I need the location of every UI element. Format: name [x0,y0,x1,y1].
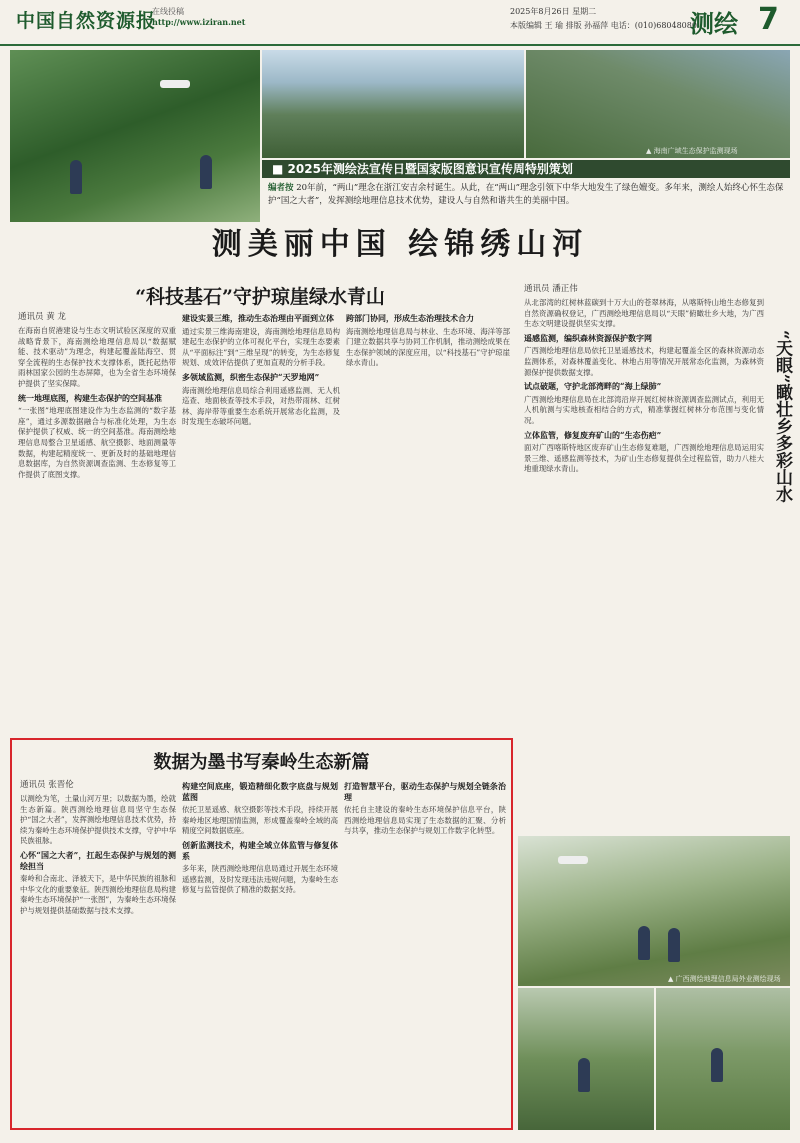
article-2-col-2 [182,778,338,1124]
subhead: 心怀“国之大者”，扛起生态保护与规划的测绘担当 [20,849,176,871]
subhead: 多领域监测，织密生态保护“天罗地网” [182,371,320,382]
article-1-col-2 [182,310,340,730]
editor-credits: 本版编辑 王 瑜 排版 孙福萍 电话：(010)68048080 [510,21,697,30]
site-info [152,6,245,28]
subhead: 统一地理底图，构建生态保护的空间基准 [18,392,162,403]
page-banner: 测美丽中国 绘锦绣山河 [211,227,589,262]
paragraph: 在海南自贸港建设与生态文明试验区深度的双重战略背景下，海南测绘地理信息局以“数据赋能、技术驱动”为理念，构建起覆盖陆海空、贯穿全流程的生态保护技术支撑体系，既托起热带雨林国家公园的生态屏障，也为全省生态环境保护提供了坚实保障。 [18,326,176,388]
article-2-col-1 [20,794,176,1124]
article-3-byline: 通讯员 潘正伟 [524,284,578,294]
paragraph: 海南测绘地理信息局与林业、生态环境、海洋等部门建立数据共享与协同工作机制，推动测绘成果在生态保护领域的深度应用，以“科技基石”守护琼崖绿水青山。 [346,326,510,368]
photo-caption: ▲ 海南广域生态保护监测现场 [646,147,738,155]
photo-drone-operator [10,50,260,222]
editor-note-label: 编者按 [268,183,294,193]
paragraph: 以测绘为笔，土量山河万里；以数据为墨，绘就生态新篇。陕西测绘地理信息局坚守生态保护“国之大者”，发挥测绘地理信息技术优势，持续为秦岭生态环境保护提供技术支撑，守护中华民族祖脉。 [20,794,176,846]
paragraph: 依托自主建设的秦岭生态环境保护信息平台，陕西测绘地理信息局实现了生态数据的汇聚、分析与共享，推动生态保护与规划工作数字化转型。 [344,805,506,836]
article-1-byline: 通讯员 黄 龙 [18,312,66,322]
section-name: 测绘 [690,9,738,38]
editor-note-text: 20年前，“两山”理念在浙江安吉余村诞生。从此，在“两山”理念引领下中华大地发生了绿色嬗变。多年来，测绘人始终心怀生态保护“国之大者”，发挥测绘地理信息技术优势，建设人与自然和谐共生的美丽中国。 [268,183,784,206]
person-shape [70,160,82,194]
drone-shape [160,80,190,88]
photo-field-worker [518,988,654,1130]
drone-shape [558,856,588,864]
paragraph: 依托卫星遥感、航空摄影等技术手段，持续开展秦岭地区地理国情监测，形成覆盖秦岭全域的高精度空间数据底座。 [182,805,338,836]
subhead: 创新监测技术，构建全域立体监管与修复体系 [182,839,338,861]
subhead: 遥感监测，编织森林资源保护数字网 [524,332,652,343]
subhead: 打造智慧平台，驱动生态保护与规划全链条治理 [344,781,506,802]
subhead: 立体监管，修复废弃矿山的“生态伤疤” [524,429,662,440]
paragraph: 海南测绘地理信息局综合利用遥感监测、无人机巡查、地面核查等技术手段，对热带雨林、红树林、海岸带等重要生态系统开展常态化监测，及时发现生态破坏问题。 [182,385,340,427]
site-url[interactable]: http://www.iziran.net [152,17,246,27]
paragraph: 多年来，陕西测绘地理信息局通过开展生态环境遥感监测，及时发现违法违规问题，为秦岭生态修复与监管提供了精准的数据支持。 [182,864,338,895]
site-label: 在线投稿 [152,7,184,16]
article-2-title: 数据为墨书写秦岭生态新篇 [153,752,370,773]
issue-date: 2025年8月26日 星期二 [510,7,597,16]
photo-survey-drone [518,836,790,986]
person-shape [638,926,650,960]
person-shape [200,155,212,189]
subhead: 跨部门协同，形成生态治理技术合力 [346,313,474,323]
paper-name: 中国自然资源报 [16,10,157,32]
article-2-byline: 通讯员 张晋伦 [20,780,74,790]
photo-landscape [262,50,524,158]
special-feature-title: ■ 2025年测绘法宣传日暨国家版图意识宣传周特别策划 [262,160,790,178]
paragraph: 广西测绘地理信息局在北部湾沿岸开展红树林资源调查监测试点，利用无人机航测与实地核查相结合的方式，精准掌握红树林分布范围与变化情况。 [524,394,764,425]
subhead: 构建空间底座，锻造精细化数字底盘与规划蓝图 [182,781,338,802]
masthead [0,0,800,46]
page-number: 7 [758,2,779,37]
person-shape [668,928,680,962]
article-2-col-3 [344,778,506,1124]
paragraph: 通过实景三维海南建设，海南测绘地理信息局构建起生态保护的立体可视化平台，实现生态要素从“平面标注”到“三维呈现”的转变，为生态修复规划、成效评估提供了更加直观的分析手段。 [182,326,340,368]
photo-field-equipment [656,988,790,1130]
article-3-body [524,298,764,830]
photo-caption: ▲ 广西测绘地理信息局外业测绘现场 [668,975,781,983]
subhead: 试点破题，守护北部湾畔的“海上绿肺” [524,381,662,392]
photo-survey-team [526,50,790,158]
article-3-title: “天眼”瞰壮乡多彩山水 [772,330,792,503]
article-1-col-1 [18,326,176,730]
paragraph: 秦岭和合南北、泽被天下，是中华民族的祖脉和中华文化的重要象征。陕西测绘地理信息局构建秦岭生态环境保护“一张图”，为秦岭生态环境保护与规划提供基础数据与技术支撑。 [20,874,176,915]
article-1-title: “科技基石”守护琼崖绿水青山 [135,286,385,308]
paragraph: 从北部湾的红树林蓝碳到十万大山的苍翠林海，从喀斯特山地生态修复到自然资源确权登记，广西测绘地理信息局以“天眼”俯瞰壮乡大地，为广西生态文明建设提供坚实支撑。 [524,298,764,329]
subhead: 建设实景三维，推动生态治理由平面到立体 [182,313,334,323]
paragraph: 广西测绘地理信息局依托卫星遥感技术，构建起覆盖全区的森林资源动态监测体系，对森林覆盖变化、林地占用等情况开展常态化监测，为森林资源保护提供数据支撑。 [524,346,764,377]
person-shape [711,1048,723,1082]
paragraph: 面对广西喀斯特地区废弃矿山生态修复难题，广西测绘地理信息局运用实景三维、遥感监测等技术，为矿山生态修复提供全过程监管，助力八桂大地重现绿水青山。 [524,443,764,474]
paragraph: “一张图”地理底图建设作为生态监测的“数字基座”，通过多源数据融合与标准化处理，为生态保护提供了权威、统一的空间基准。海南测绘地理信息局整合卫星遥感、航空摄影、地面测量等数据，构建起精度统一、更新及时的基础地理信息数据库，为自然资源调查监测、生态修复等工作提供了底图支撑。 [18,406,176,479]
article-1-col-3 [346,310,510,730]
person-shape [578,1058,590,1092]
editor-note [262,180,790,220]
